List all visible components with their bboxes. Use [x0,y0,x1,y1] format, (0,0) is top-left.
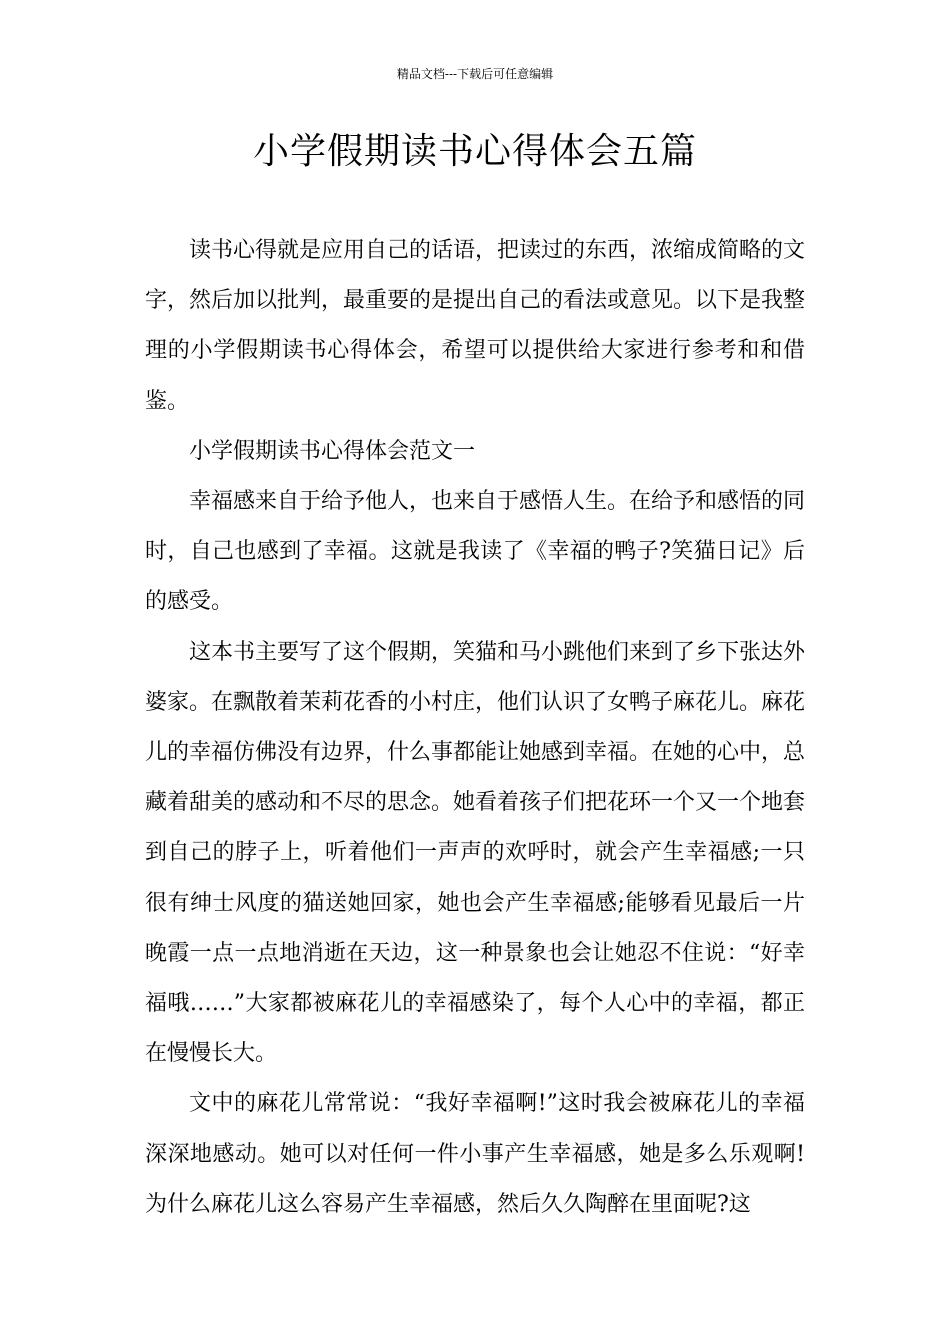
header-note: 精品文档---下载后可任意编辑 [396,67,554,81]
body-paragraph: 这本书主要写了这个假期，笑猫和马小跳他们来到了乡下张达外婆家。在飘散着茉莉花香的小村庄，他们认识了女鸭子麻花儿。麻花儿的幸福仿佛没有边界，什么事都能让她感到幸福。在她的心中，总藏着甜美的感动和不尽的思念。她看着孩子们把花环一个又一个地套到自己的脖子上，听着他们一声声的欢呼时，就会产生幸福感;一只很有绅士风度的猫送她回家，她也会产生幸福感;能够看见最后一片晚霞一点一点地消逝在天边，这一种景象也会让她忍不住说：“好幸福哦……”大家都被麻花儿的幸福感染了，每个人心中的幸福，都正在慢慢长大。 [145,639,806,1067]
section-heading: 小学假期读书心得体会范文一 [189,438,476,464]
document-body [145,226,805,1230]
intro-paragraph: 读书心得就是应用自己的话语，把读过的东西，浓缩成简略的文字，然后加以批判，最重要的是提出自己的看法或意见。以下是我整理的小学假期读书心得体会，希望可以提供给大家进行参考和和借鉴。 [145,238,806,414]
body-paragraph: 幸福感来自于给予他人，也来自于感悟人生。在给予和感悟的同时，自己也感到了幸福。这就是我读了《幸福的鸭子?笑猫日记》后的感受。 [145,489,806,615]
document-title: 小学假期读书心得体会五篇 [252,131,697,172]
body-paragraph: 文中的麻花儿常常说：“我好幸福啊!”这时我会被麻花儿的幸福深深地感动。她可以对任何一件小事产生幸福感，她是多么乐观啊!为什么麻花儿这么容易产生幸福感，然后久久陶醉在里面呢?这 [145,1091,805,1217]
